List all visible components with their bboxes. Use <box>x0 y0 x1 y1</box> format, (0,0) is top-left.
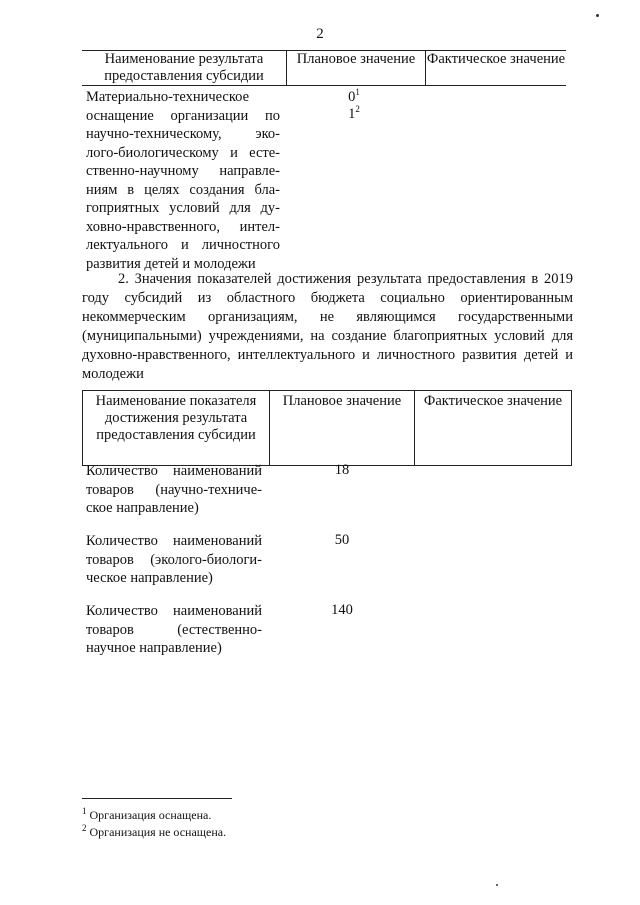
planned-value-not-equipped: $1^2$ <box>348 104 360 122</box>
results-table-header <box>82 50 566 86</box>
header-planned-value: Плановое значение <box>287 51 426 86</box>
indicator-row-1-name: Количество наименований товаров (научно-техниче-ское направление) <box>86 463 262 516</box>
header-actual-value: Фактическое значение <box>415 391 572 466</box>
footnote-divider <box>82 798 232 799</box>
header-actual-value: Фактическое значение <box>426 51 567 86</box>
footnote-1: $^1$ Организация оснащена. <box>82 806 212 822</box>
scan-speck <box>596 14 599 17</box>
indicator-row-2-name: Количество наименований товаров (эколого-биологи-ческое направление) <box>86 533 262 586</box>
header-planned-value: Плановое значение <box>270 391 415 466</box>
header-result-name: Наименование результата предоставления субсидии <box>82 51 287 86</box>
indicator-row-3-planned: 140 <box>331 602 353 618</box>
result-description: Материально-техническое оснащение организации по научно-техническому, эко-лого-биологическому и есте-ственно-научному направле-ниям в целях создания бла-гоприятных условий для ду-ховно-нравственного, интел-лектуального и личностного развития детей и молодежи <box>86 89 280 272</box>
indicators-table-header <box>82 390 572 466</box>
footnote-2: $^2$ Организация не оснащена. <box>82 823 227 839</box>
indicator-row-3-name: Количество наименований товаров (естественно-научное направление) <box>86 603 262 656</box>
indicator-row-2-planned: 50 <box>334 532 350 548</box>
page-number: 2 <box>316 26 324 42</box>
indicator-row-1-planned: 18 <box>334 462 350 478</box>
scan-speck <box>496 884 498 886</box>
footnote-ref-1: 1 <box>355 87 360 98</box>
planned-value-equipped: $0^1$ <box>348 87 360 105</box>
footnote-ref-2: 2 <box>355 104 360 115</box>
section-2-paragraph: 2. Значения показателей достижения результата предоставления в 2019 году субсидий из областного бюджета социально ориентированным некоммерческим организациям, не являющимся государственными (муниципальными) учреждениями, на создание благоприятных условий для духовно-нравственного, интеллектуального и личностного развития детей и молодежи <box>82 271 573 382</box>
header-indicator-name: Наименование показателя достижения результата предоставления субсидии <box>83 391 270 466</box>
